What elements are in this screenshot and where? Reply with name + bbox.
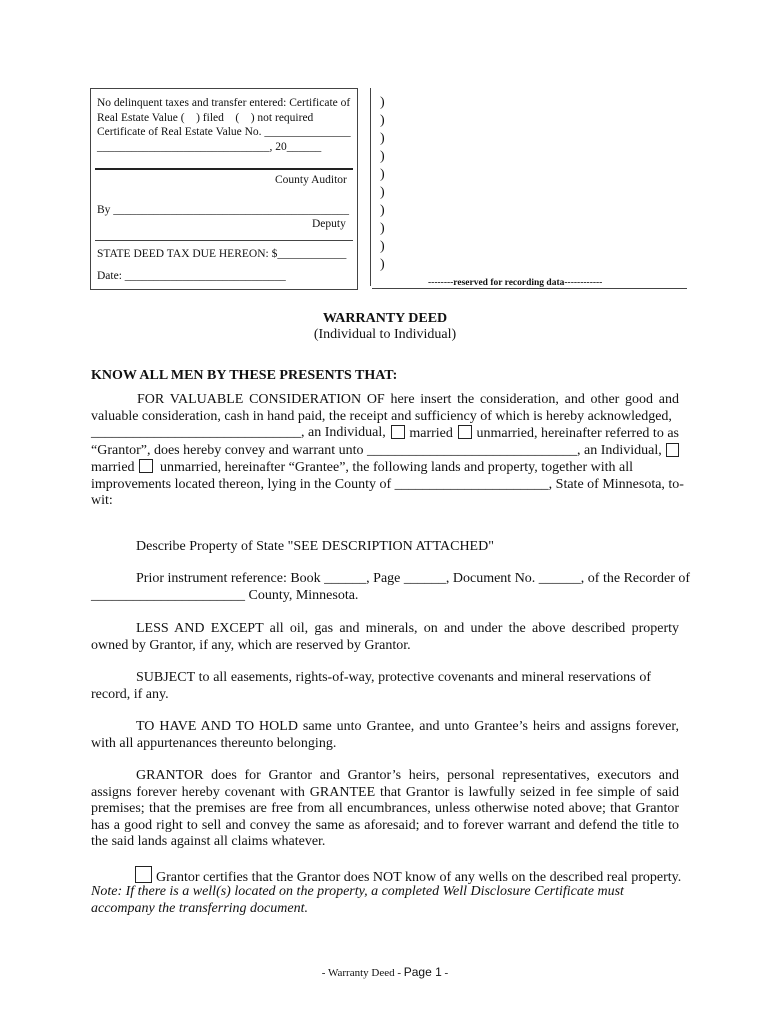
date-line: Date: ____________________________ bbox=[97, 270, 286, 282]
subject-to: SUBJECT to all easements, rights-of-way, protective covenants and mineral reservations of record, if any. bbox=[91, 670, 651, 702]
describe-property: Describe Property of State "SEE DESCRIPTION ATTACHED" bbox=[136, 539, 494, 554]
grantor-unmarried-checkbox[interactable] bbox=[458, 425, 472, 439]
auditor-box-divider-2 bbox=[95, 240, 353, 241]
auditor-line-3: Certificate of Real Estate Value No. _______________ bbox=[97, 126, 351, 138]
paren: ) bbox=[380, 167, 385, 182]
paren-column bbox=[380, 94, 390, 274]
grantee-individual-checkbox[interactable] bbox=[666, 443, 679, 457]
prior-reference-2: ______________________ County, Minnesota. bbox=[91, 587, 359, 603]
wells-checkbox[interactable] bbox=[135, 866, 152, 883]
unmarried-label: unmarried, hereinafter referred to as bbox=[476, 426, 679, 441]
paren: ) bbox=[380, 185, 385, 200]
vertical-rule bbox=[370, 88, 371, 286]
footer-suffix: - bbox=[441, 967, 449, 979]
footer-prefix: - Warranty Deed - bbox=[321, 967, 404, 979]
auditor-line-1: No delinquent taxes and transfer entered: Certificate of bbox=[97, 97, 351, 109]
know-all-heading: KNOW ALL MEN BY THESE PRESENTS THAT: bbox=[91, 368, 398, 383]
wells-certification: Grantor certifies that the Grantor does NOT know of any wells on the described real property. bbox=[156, 870, 682, 885]
county-auditor-label: County Auditor bbox=[275, 174, 347, 186]
by-line: By _________________________________________ bbox=[97, 204, 350, 216]
reserved-for-recording: --------reserved for recording data------------ bbox=[428, 278, 603, 288]
document-title: WARRANTY DEED bbox=[322, 311, 448, 326]
footer-page: Page 1 bbox=[403, 965, 442, 979]
grantor-covenant: GRANTOR does for Grantor and Grantor’s heirs, personal representatives, executors and assigns forever hereby covenant with GRANTEE that Grantor is lawfully seized in fee simple of said premises; that the premises are free from all encumbrances, unless otherwise noted above; that Grantor has a good right to sell and convey the same as aforesaid; and to forever warrant and defend the title to the said lands against all claims whatever. bbox=[91, 768, 679, 849]
paren: ) bbox=[380, 221, 385, 236]
grantee-line: “Grantor”, does hereby convey and warrant unto ______________________________, an Individual, bbox=[91, 442, 662, 458]
paren: ) bbox=[380, 257, 385, 272]
recording-rule bbox=[372, 288, 687, 289]
auditor-line-2: Real Estate Value ( ) filed ( ) not required bbox=[97, 111, 314, 124]
consideration-p1: FOR VALUABLE CONSIDERATION OF here insert the consideration, and other good and valuable consideration, cash in hand paid, the receipt and sufficiency of which is hereby acknowledged, bbox=[91, 392, 679, 424]
married-label: married bbox=[409, 426, 453, 441]
prior-reference-1: Prior instrument reference: Book ______, Page ______, Document No. ______, of the Recorder of bbox=[136, 571, 691, 586]
grantee-married-checkbox[interactable] bbox=[139, 459, 153, 473]
document-subtitle: (Individual to Individual) bbox=[313, 327, 457, 342]
less-and-except: LESS AND EXCEPT all oil, gas and minerals, on and under the above described property owned by Grantor, if any, which are reserved by Grantor. bbox=[91, 621, 679, 653]
well-note: Note: If there is a well(s) located on the property, a completed Well Disclosure Certificate must accompany the transferring document. bbox=[91, 884, 624, 916]
paren: ) bbox=[380, 203, 385, 218]
paren: ) bbox=[380, 113, 385, 128]
paren: ) bbox=[380, 149, 385, 164]
state-deed-tax: STATE DEED TAX DUE HEREON: $____________ bbox=[97, 248, 347, 260]
wit-line: wit: bbox=[91, 493, 113, 508]
county-line: improvements located thereon, lying in the County of ______________________, State of Minnesota, to- bbox=[91, 476, 684, 492]
grantee-unmarried-line: unmarried, hereinafter “Grantee”, the following lands and property, together with all bbox=[160, 460, 633, 475]
grantor-married-checkbox[interactable] bbox=[391, 425, 405, 439]
grantor-name-line: ______________________________, an Individual, bbox=[91, 425, 386, 440]
paren: ) bbox=[380, 131, 385, 146]
deputy-label: Deputy bbox=[312, 218, 346, 230]
to-have-and-hold: TO HAVE AND TO HOLD same unto Grantee, and unto Grantee’s heirs and assigns forever, with all appurtenances thereunto belonging. bbox=[91, 719, 679, 751]
auditor-box-divider bbox=[95, 168, 353, 170]
auditor-line-4: ______________________________, 20______ bbox=[97, 140, 322, 153]
married-label-2: married bbox=[91, 460, 135, 475]
paren: ) bbox=[380, 239, 385, 254]
paren: ) bbox=[380, 95, 385, 110]
